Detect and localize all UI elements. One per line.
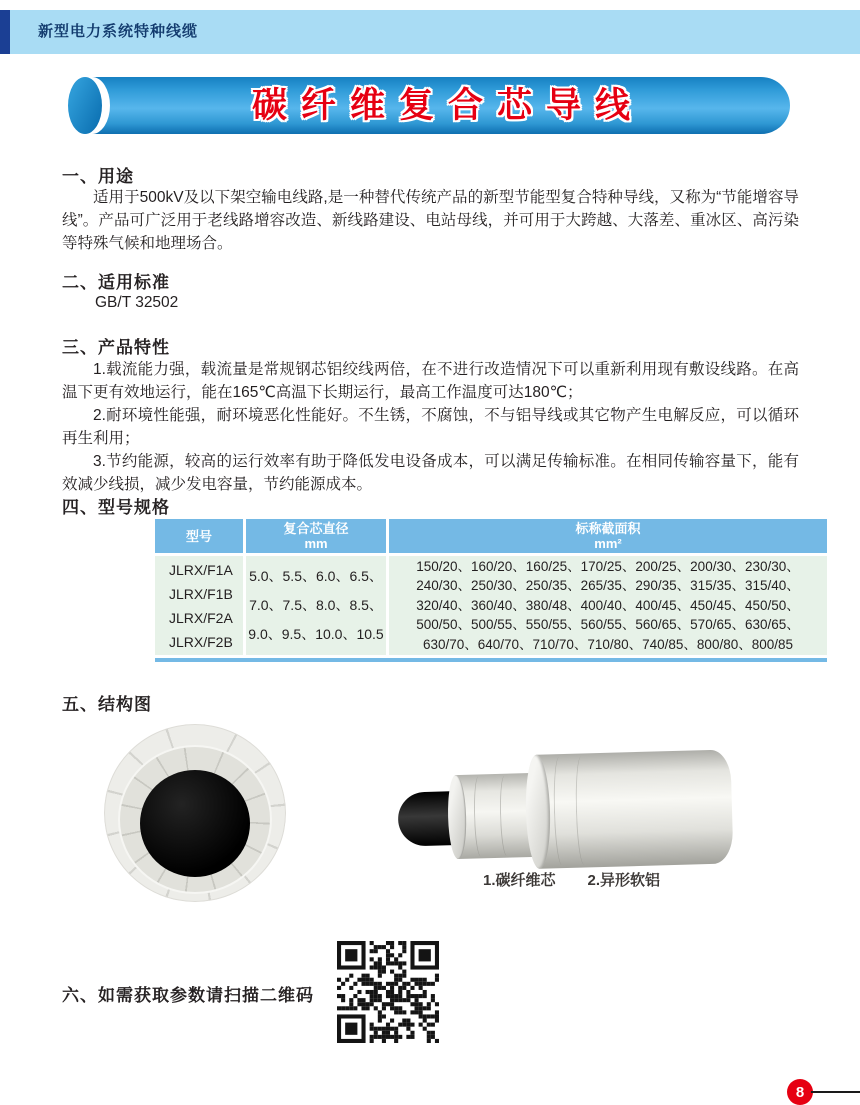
section-structure-heading: 五、结构图 [62, 695, 152, 714]
cross-section-carbon-core [140, 770, 250, 877]
section-models-heading: 四、型号规格 [62, 498, 170, 517]
brand-accent-square [0, 10, 10, 54]
section-standard-heading: 二、适用标准 [62, 273, 170, 292]
col-header-nominal-section: 标称截面积 mm² [389, 519, 827, 553]
top-bar [0, 10, 860, 54]
section-features-heading: 三、产品特性 [62, 338, 170, 357]
outer-aluminum-layer [536, 749, 733, 868]
section-qr-heading: 六、如需获取参数请扫描二维码 [62, 986, 314, 1005]
qr-code-icon [337, 941, 439, 1043]
standard-value: GB/T 32502 [95, 294, 179, 311]
footer-rule-line [811, 1091, 860, 1093]
feature-item: 1.载流能力强，载流量是常规钢芯铝绞线两倍，在不进行改造情况下可以重新利用现有敷设线路。在高温下更有效地运行，能在165℃高温下长期运行，最高工作温度可达180℃； [62, 361, 799, 401]
spec-table-body-row [155, 553, 827, 655]
spec-table-header-row [155, 519, 827, 553]
seam-line [473, 776, 486, 856]
top-bar-title: 新型电力系统特种线缆 [38, 23, 199, 40]
feature-item: 3.节约能源，较高的运行效率有助于降低发电设备成本，可以满足传输标准。在相同传输容量下，能有效减少线损，减少发电容量，节约能源成本。 [62, 453, 799, 493]
cell-sections: 150/20、160/20、160/25、170/25、200/25、200/30、230/30、 240/30、250/30、250/35、265/35、290/35、315/35、315/40、 320/40、360/40、380/48、400/40、400/45、450/45、450/50、 500/50、500/55、550/55、560/55、560/65、570/65、630/65、 630/70、640/70、710/70、710/80、740/85、800/80、800/85 [389, 556, 827, 655]
section-usage-heading: 一、用途 [62, 167, 134, 186]
usage-text: 适用于500kV及以下架空输电线路,是一种替代传统产品的新型节能型复合特种导线，又称为“节能增容导线”。产品可广泛用于老线路增容改造、新线路建设、电站母线，并可用于大跨越、大落差、重冰区、高污染等特殊气候和地理场合。 [62, 189, 799, 252]
usage-paragraph [62, 186, 799, 255]
col-header-core-diameter: 复合芯直径 mm [246, 519, 386, 553]
page-number-badge: 8 [787, 1079, 813, 1105]
conductor-3d-image [390, 743, 741, 881]
structure-captions [483, 869, 660, 890]
page-title: 碳纤维复合芯导线 [251, 86, 644, 125]
seam-line [499, 776, 512, 856]
caption-shaped-aluminum: 2.异形软铝 [587, 872, 661, 889]
caption-carbon-core: 1.碳纤维芯 [483, 872, 556, 889]
cell-models: JLRX/F1A JLRX/F1B JLRX/F2A JLRX/F2B [155, 556, 243, 655]
banner [68, 77, 790, 134]
spec-table [155, 519, 827, 662]
seam-line [552, 757, 568, 865]
cell-diameters: 5.0、5.5、6.0、6.5、 7.0、7.5、8.0、8.5、 9.0、9.5、10.0、10.5 [246, 556, 386, 655]
seam-line [574, 756, 590, 864]
features-list [62, 358, 799, 496]
feature-item: 2.耐环境性能强，耐环境恶化性能好。不生锈，不腐蚀，不与铝导线或其它物产生电解反应，可以循环再生利用； [62, 407, 799, 447]
table-bottom-border [155, 658, 827, 662]
col-header-model: 型号 [155, 519, 243, 553]
